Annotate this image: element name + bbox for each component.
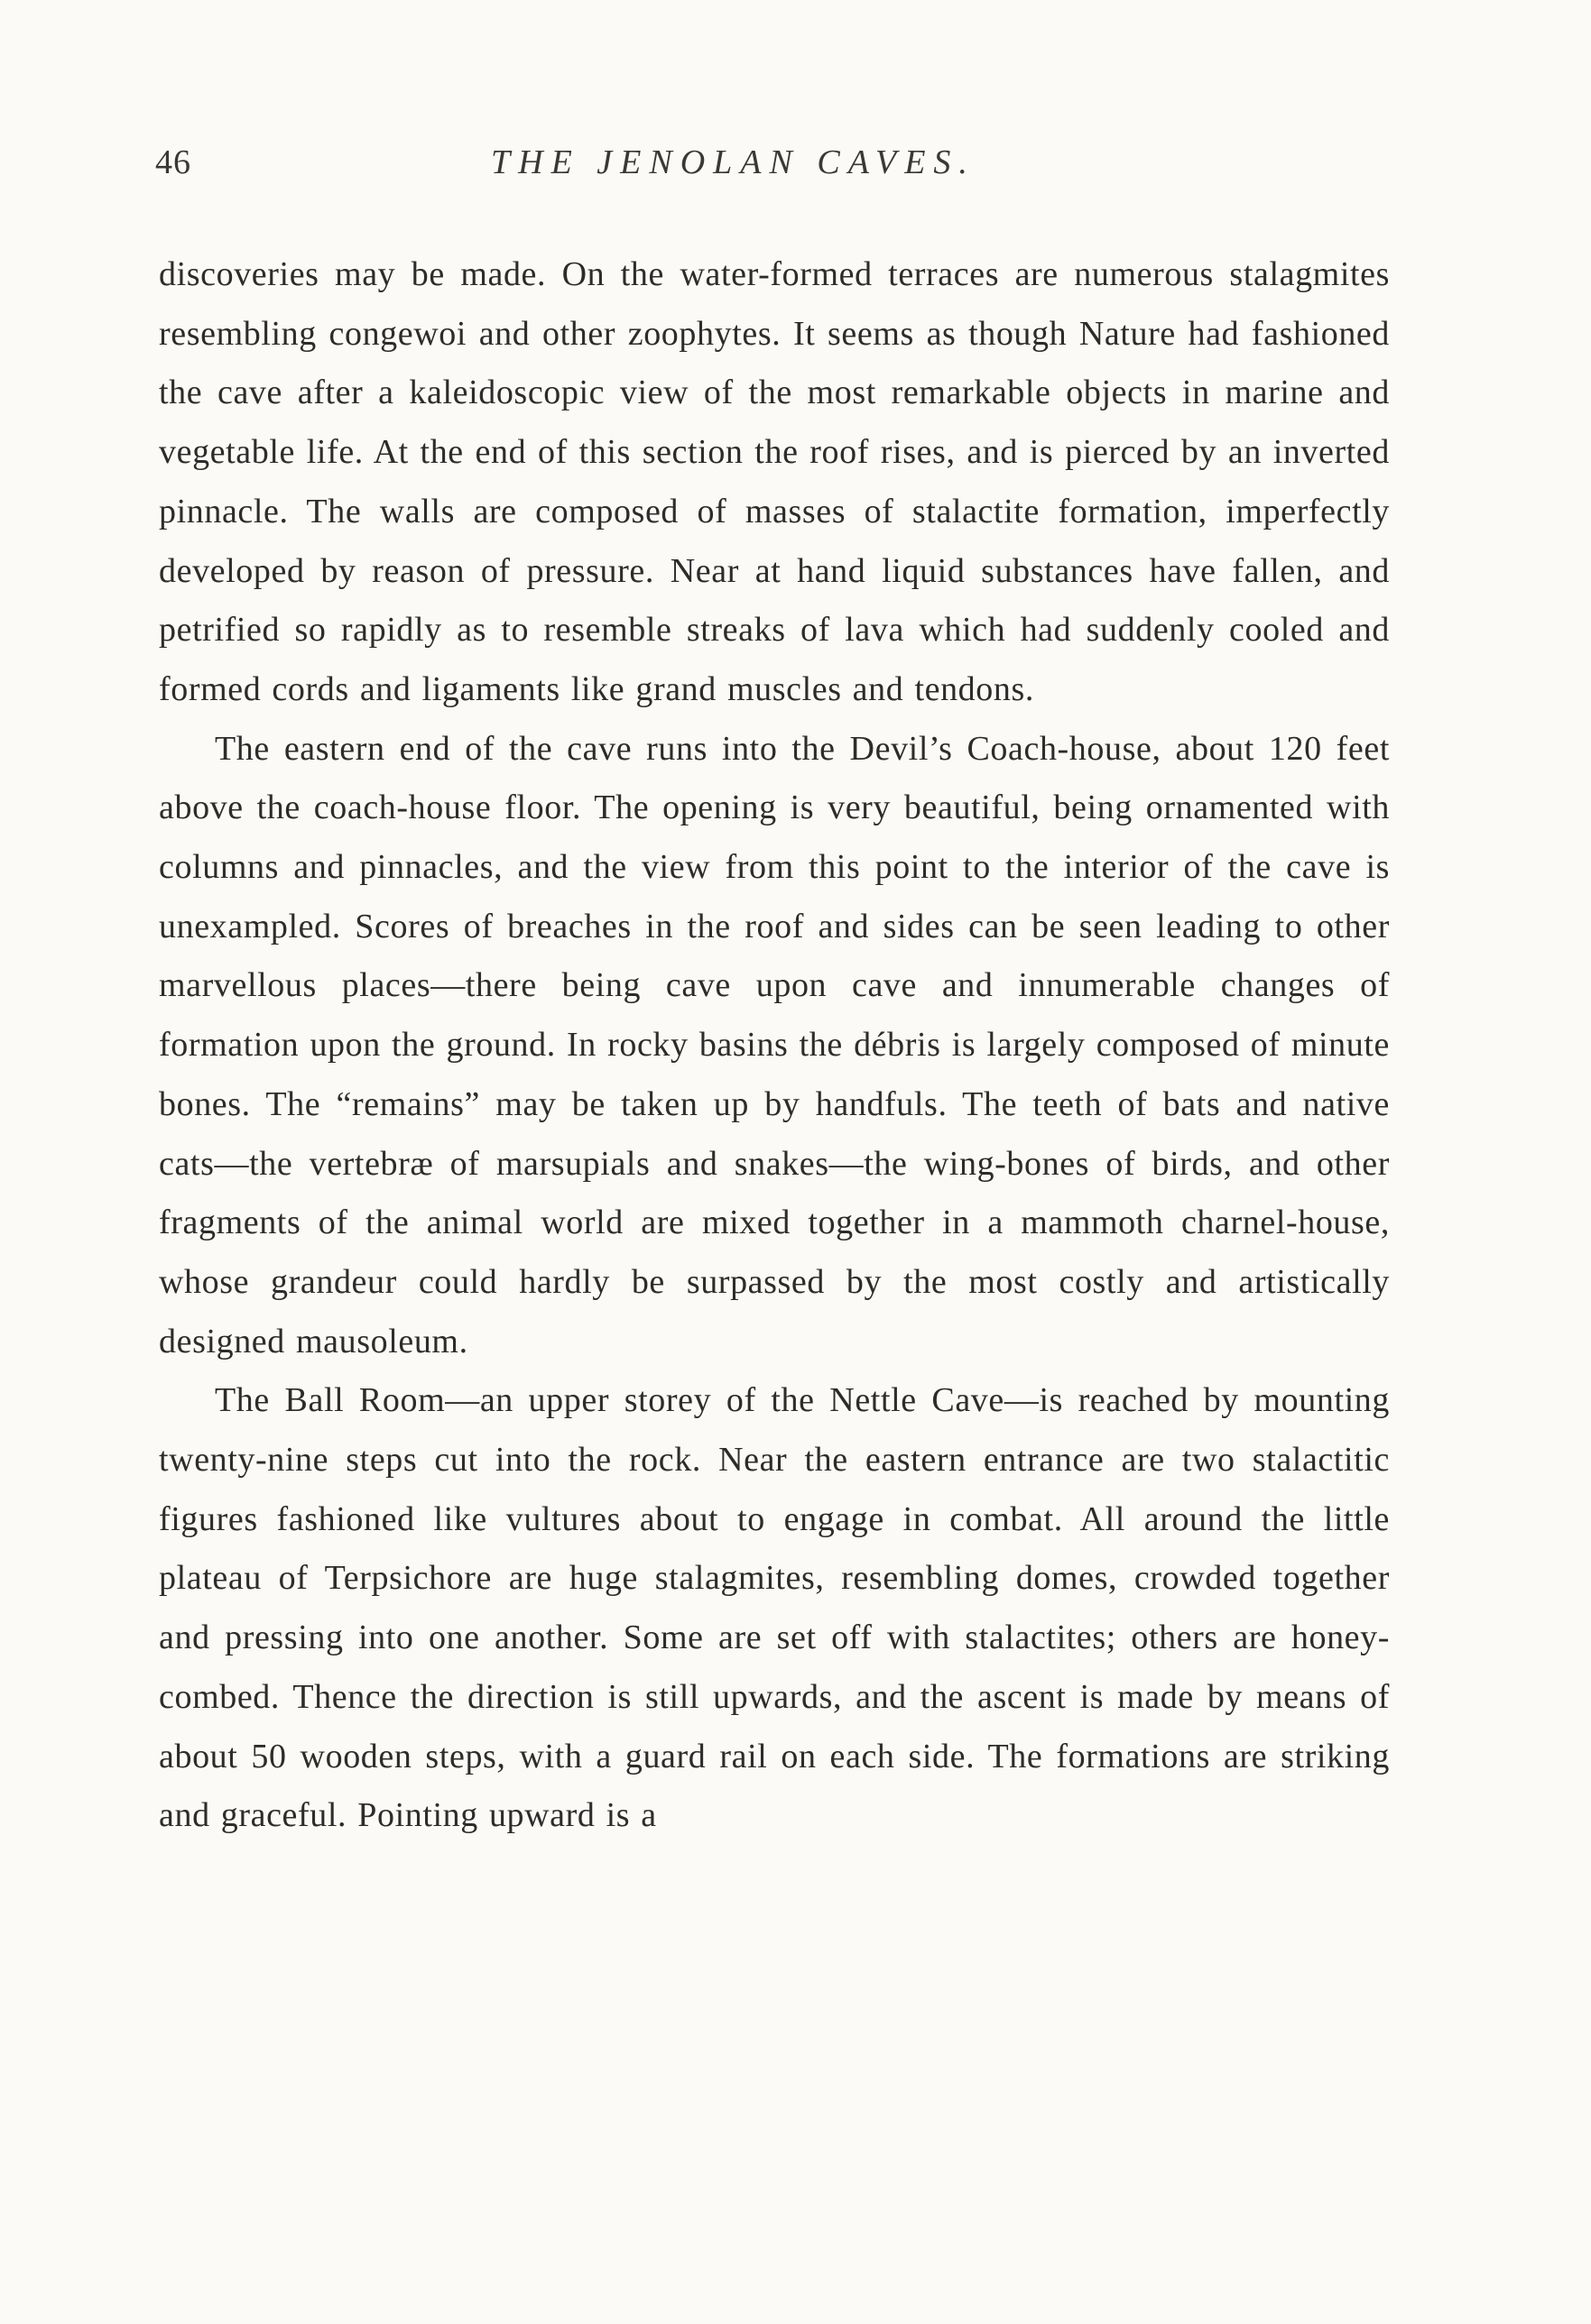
paragraph-3: The Ball Room—an upper storey of the Nettle Cave—is reached by mounting twenty-nine steps cut into the rock. Near the eastern entrance are two stalactitic figures fashioned like vultures about to engage in combat. All around the little plateau of Terpsichore are huge stalagmites, resembling domes, crowded together and pressing into one another. Some are set off with stalactites; others are honey-combed. Thence the direction is still upwards, and the ascent is made by means of about 50 wooden steps, with a guard rail on each side. The formations are striking and graceful. Pointing upward is a [159,1381,1390,1835]
paragraph-1: discoveries may be made. On the water-formed terraces are numerous stalagmites resembling congewoi and other zoophytes. It seems as though Nature had fashioned the cave after a kaleidoscopic view of the most remarkable objects in marine and vegetable life. At the end of this section the roof rises, and is pierced by an inverted pinnacle. The walls are composed of masses of stalactite formation, imperfectly developed by reason of pressure. Near at hand liquid substances have fallen, and petrified so rapidly as to resemble streaks of lava which had suddenly cooled and formed cords and ligaments like grand muscles and tendons. [159,255,1390,708]
page-number: 46 [155,143,191,181]
running-title: THE JENOLAN CAVES. [491,143,976,181]
body-text [159,245,1390,1846]
running-head [155,143,1401,197]
paragraph-2: The eastern end of the cave runs into the Devil’s Coach-house, about 120 feet above the coach-house floor. The opening is very beautiful, being ornamented with columns and pinnacles, and the view from this point to the interior of the cave is unexampled. Scores of breaches in the roof and sides can be seen leading to other marvellous places—there being cave upon cave and innumerable changes of formation upon the ground. In rocky basins the débris is largely composed of minute bones. The “remains” may be taken up by handfuls. The teeth of bats and native cats—the vertebræ of marsupials and snakes—the wing-bones of birds, and other fragments of the animal world are mixed together in a mammoth charnel-house, whose grandeur could hardly be surpassed by the most costly and artistically designed mausoleum. [159,729,1390,1360]
